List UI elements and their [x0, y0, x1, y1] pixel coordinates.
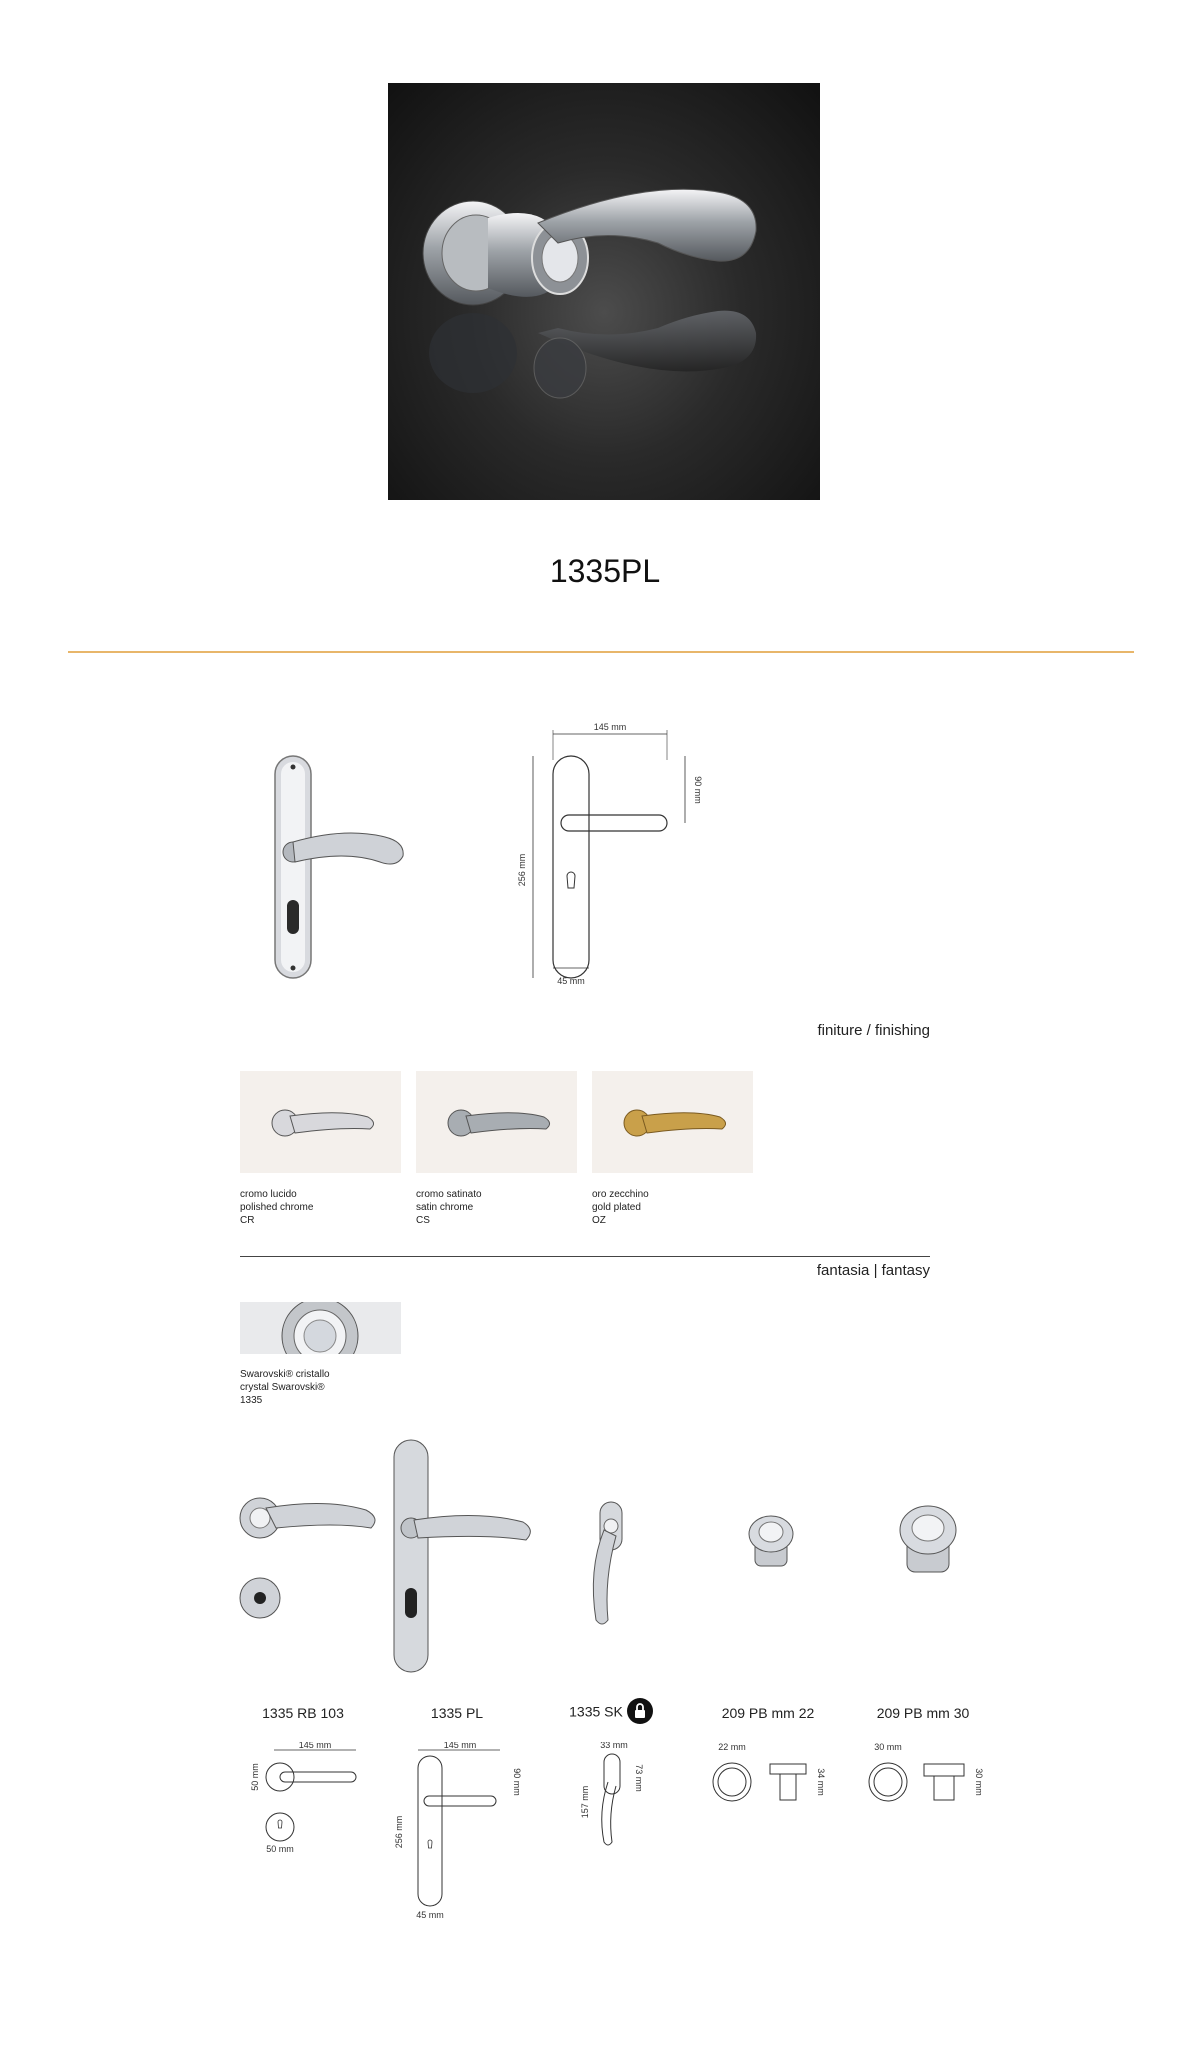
model-photo-pb30 — [893, 1500, 963, 1576]
lock-icon — [627, 1698, 653, 1724]
svg-text:30 mm: 30 mm — [874, 1742, 902, 1752]
finish-caption-cr: cromo lucido polished chrome CR — [240, 1189, 314, 1226]
svg-text:145 mm: 145 mm — [443, 1742, 477, 1750]
finish-swatch-cr — [240, 1071, 401, 1173]
model-label-sk-wrap — [536, 1700, 686, 1726]
svg-text:145 mm: 145 mm — [298, 1742, 332, 1750]
model-label-pb22: 209 PB mm 22 — [721, 1705, 815, 1721]
fantasy-divider — [240, 1256, 930, 1257]
svg-text:22 mm: 22 mm — [718, 1742, 746, 1752]
svg-text:45 mm: 45 mm — [416, 1910, 444, 1920]
drawing-pl — [388, 1742, 528, 1922]
finish-caption-oz: oro zecchino gold plated OZ — [592, 1189, 649, 1226]
main-offset-label: 90 mm — [693, 776, 703, 804]
finish-swatch-oz — [592, 1071, 753, 1173]
main-width-label: 145 mm — [593, 722, 627, 732]
model-photo-pb22 — [743, 1510, 799, 1570]
model-photo-sk — [580, 1500, 640, 1630]
fantasy-heading: fantasia | fantasy — [816, 1262, 930, 1279]
fantasy-swatch-crystal — [240, 1302, 401, 1354]
model-label-sk: 1335 SK — [569, 1703, 623, 1720]
main-dimension-drawing — [515, 720, 715, 988]
svg-text:34 mm: 34 mm — [816, 1768, 826, 1796]
svg-text:50 mm: 50 mm — [266, 1844, 294, 1854]
drawing-pb30 — [866, 1742, 996, 1822]
model-photo-rb103 — [236, 1488, 396, 1628]
drawing-rb103 — [250, 1742, 370, 1854]
svg-text:30 mm: 30 mm — [974, 1768, 984, 1796]
finish-swatch-cs — [416, 1071, 577, 1173]
svg-text:33 mm: 33 mm — [600, 1742, 628, 1750]
fantasy-caption: Swarovski® cristallo crystal Swarovski® 1335 — [240, 1369, 330, 1406]
model-label-pb30: 209 PB mm 30 — [876, 1705, 970, 1721]
main-handle-photo — [265, 752, 415, 982]
svg-text:50 mm: 50 mm — [250, 1763, 260, 1791]
drawing-sk — [574, 1742, 654, 1852]
lever-handle-illustration — [388, 83, 820, 500]
model-label-rb103: 1335 RB 103 — [262, 1705, 344, 1721]
svg-text:90 mm: 90 mm — [512, 1768, 522, 1796]
model-label-pl: 1335 PL — [430, 1705, 484, 1721]
main-height-label: 256 mm — [517, 853, 527, 887]
hero-product-photo — [388, 83, 820, 500]
section-divider — [68, 651, 1134, 653]
main-plate-label: 45 mm — [557, 976, 585, 986]
model-photo-pl — [388, 1438, 538, 1678]
svg-text:256 mm: 256 mm — [394, 1815, 404, 1849]
product-title: 1335PL — [549, 553, 661, 589]
svg-text:157 mm: 157 mm — [580, 1785, 590, 1819]
svg-text:73 mm: 73 mm — [634, 1764, 644, 1792]
finish-caption-cs: cromo satinato satin chrome CS — [416, 1189, 482, 1226]
finishing-heading: finiture / finishing — [817, 1022, 930, 1039]
drawing-pb22 — [710, 1742, 840, 1822]
